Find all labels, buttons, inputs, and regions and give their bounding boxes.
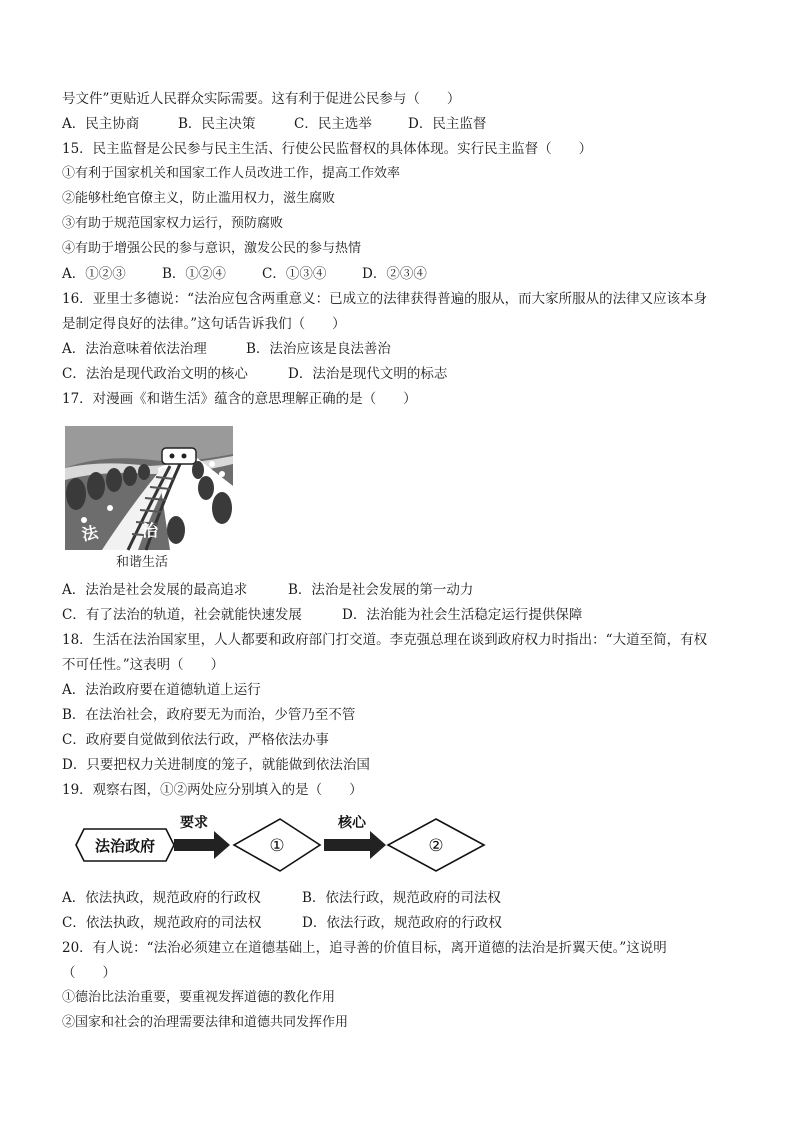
q16-options-row1 bbox=[62, 339, 391, 359]
cartoon-caption: 和谐生活 bbox=[116, 555, 169, 570]
q16-option-d[interactable]: D．法治是现代文明的标志 bbox=[288, 366, 448, 382]
q14-option-b[interactable]: B．民主决策 bbox=[178, 116, 256, 132]
q15-item-4: ④有助于增强公民的参与意识，激发公民的参与热情 bbox=[62, 241, 362, 256]
q16-option-a[interactable]: A．法治意味着依法治理 bbox=[62, 341, 207, 357]
q14-option-a[interactable]: A．民主协商 bbox=[62, 116, 140, 132]
q16-stem-line2: 是制定得良好的法律。”这句话告诉我们（ ） bbox=[62, 316, 346, 332]
rail-label-left: 法 bbox=[80, 522, 100, 545]
q19-option-a[interactable]: A．依法执政，规范政府的行政权 bbox=[62, 890, 261, 906]
arrow-1-icon bbox=[174, 831, 230, 859]
q17-option-d[interactable]: D．法治能为社会生活稳定运行提供保障 bbox=[342, 607, 583, 623]
q17-options-row2 bbox=[62, 605, 582, 625]
train-icon bbox=[162, 448, 196, 464]
q15-item-2: ②能够杜绝官僚主义，防止滥用权力，滋生腐败 bbox=[62, 191, 336, 206]
arrow-1-label: 要求 bbox=[180, 815, 208, 831]
q20-stem-line2: （ ） bbox=[62, 965, 116, 981]
q16-option-b[interactable]: B．法治应该是良法善治 bbox=[246, 341, 391, 357]
q15-option-a[interactable]: A．①②③ bbox=[62, 266, 126, 282]
q18-stem-line2: 不可任性。”这表明（ ） bbox=[62, 657, 225, 673]
q20-stem-line1: 20．有人说：“法治必须建立在道德基础上，追寻善的价值目标，离开道德的法治是折翼天使。”这说明 bbox=[62, 940, 667, 956]
cartoon-harmonious-life bbox=[62, 424, 236, 572]
q20-item-1: ①德治比法治重要，要重视发挥道德的教化作用 bbox=[62, 990, 336, 1005]
q14-options bbox=[62, 114, 486, 134]
q19-options-row2 bbox=[62, 913, 502, 933]
q15-options bbox=[62, 264, 427, 284]
q19-option-c[interactable]: C．依法执政，规范政府的司法权 bbox=[62, 915, 262, 931]
q15-option-b[interactable]: B．①②④ bbox=[162, 266, 226, 282]
q19-options-row1 bbox=[62, 888, 501, 908]
q15-option-d[interactable]: D．②③④ bbox=[362, 266, 427, 282]
slot-1-label: ① bbox=[269, 836, 285, 856]
q19-option-d[interactable]: D．依法行政，规范政府的行政权 bbox=[302, 915, 502, 931]
q18-option-c[interactable]: C．政府要自觉做到依法行政，严格依法办事 bbox=[62, 732, 329, 748]
q16-stem-line1: 16．亚里士多德说：“法治应包含两重意义：已成立的法律获得普遍的服从，而大家所服从的法律又应该本身 bbox=[62, 291, 708, 307]
q19-stem: 19．观察右图，①②两处应分别填入的是（ ） bbox=[62, 782, 363, 798]
box-label: 法治政府 bbox=[94, 837, 156, 855]
flow-diagram bbox=[70, 815, 490, 875]
q15-option-c[interactable]: C．①③④ bbox=[262, 266, 327, 282]
q18-option-a[interactable]: A．法治政府要在道德轨道上运行 bbox=[62, 682, 261, 698]
q14-option-d[interactable]: D．民主监督 bbox=[408, 116, 487, 132]
rail-label-right: 治 bbox=[142, 521, 159, 540]
q18-option-d[interactable]: D．只要把权力关进制度的笼子，就能做到依法治国 bbox=[62, 757, 370, 773]
q17-option-b[interactable]: B．法治是社会发展的第一动力 bbox=[288, 582, 474, 598]
arrow-2-icon bbox=[324, 831, 386, 859]
q14-stem-tail: 号文件”更贴近人民群众实际需要。这有利于促进公民参与（ ） bbox=[62, 91, 461, 107]
q15-item-3: ③有助于规范国家权力运行，预防腐败 bbox=[62, 216, 284, 231]
q14-option-c[interactable]: C．民主选举 bbox=[294, 116, 372, 132]
q20-item-2: ②国家和社会的治理需要法律和道德共同发挥作用 bbox=[62, 1015, 349, 1030]
q18-option-b[interactable]: B．在法治社会，政府要无为而治，少管乃至不管 bbox=[62, 707, 356, 723]
arrow-2-label: 核心 bbox=[338, 815, 366, 831]
q17-option-a[interactable]: A．法治是社会发展的最高追求 bbox=[62, 582, 248, 598]
q18-stem-line1: 18．生活在法治国家里，人人都要和政府部门打交道。李克强总理在谈到政府权力时指出：“大道至简，有权 bbox=[62, 632, 708, 648]
q16-options-row2 bbox=[62, 364, 447, 384]
q17-option-c[interactable]: C．有了法治的轨道，社会就能快速发展 bbox=[62, 607, 302, 623]
train-eye-right bbox=[182, 454, 187, 459]
q17-options-row1 bbox=[62, 580, 473, 600]
train-eye-left bbox=[170, 454, 175, 459]
q17-stem: 17．对漫画《和谐生活》蕴含的意思理解正确的是（ ） bbox=[62, 391, 417, 407]
q16-option-c[interactable]: C．法治是现代政治文明的核心 bbox=[62, 366, 248, 382]
q19-option-b[interactable]: B．依法行政，规范政府的司法权 bbox=[302, 890, 501, 906]
slot-2-label: ② bbox=[428, 836, 444, 856]
q15-item-1: ①有利于国家机关和国家工作人员改进工作，提高工作效率 bbox=[62, 166, 401, 181]
q15-stem: 15．民主监督是公民参与民主生活、行使公民监督权的具体体现。实行民主监督（ ） bbox=[62, 141, 593, 157]
